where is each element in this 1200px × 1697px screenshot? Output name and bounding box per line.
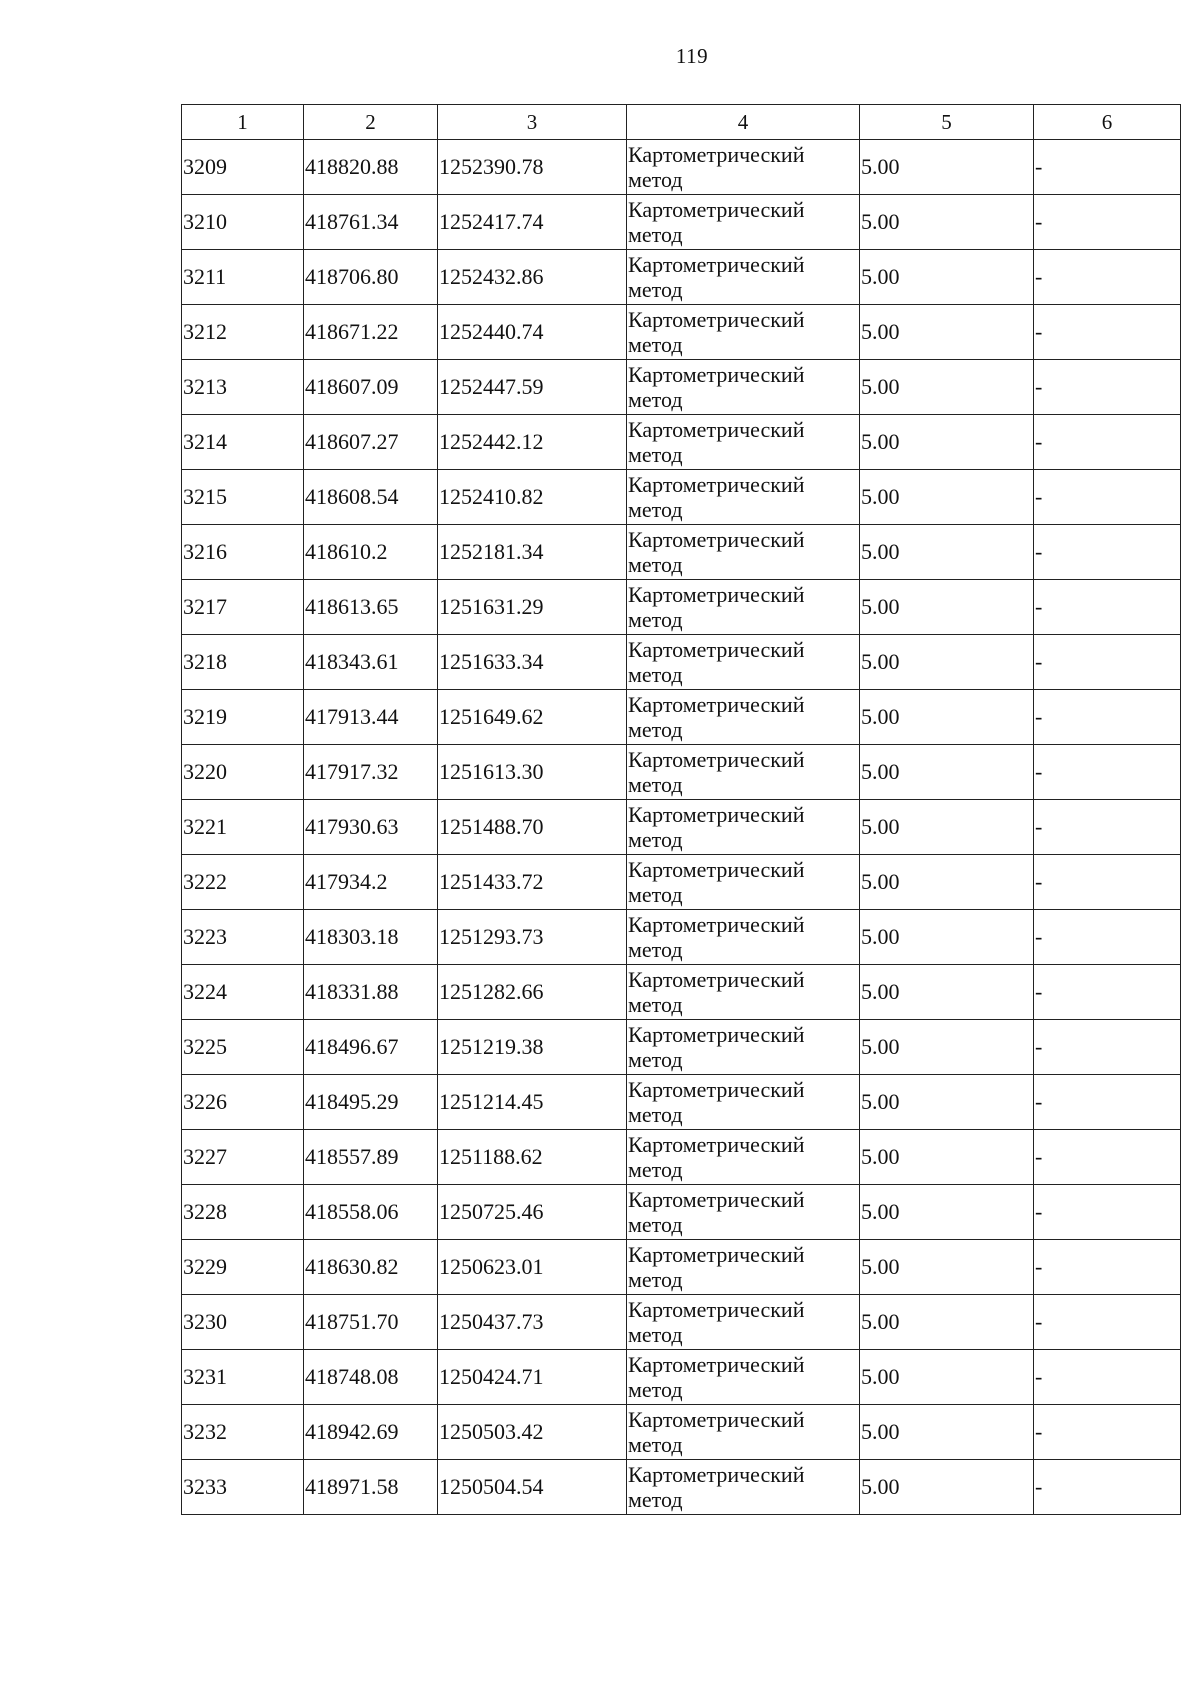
point-number-cell: 3232 [182,1405,304,1460]
method-line-2: метод [628,497,683,522]
point-number-cell: 3223 [182,910,304,965]
accuracy-cell: 5.00 [860,470,1034,525]
x-coordinate-cell: 418942.69 [304,1405,438,1460]
table-row [182,910,1181,965]
x-coordinate-cell: 418671.22 [304,305,438,360]
method-cell [627,635,860,690]
method-line-1: Картометрический [628,1297,805,1322]
x-coordinate-cell: 418751.70 [304,1295,438,1350]
table-row [182,140,1181,195]
coordinates-table [181,104,1181,1515]
method-line-2: метод [628,277,683,302]
point-number-cell: 3212 [182,305,304,360]
y-coordinate-cell: 1251282.66 [438,965,627,1020]
table-row [182,690,1181,745]
y-coordinate-cell: 1251214.45 [438,1075,627,1130]
x-coordinate-cell: 418630.82 [304,1240,438,1295]
accuracy-cell: 5.00 [860,250,1034,305]
method-cell [627,360,860,415]
note-cell: - [1034,360,1181,415]
note-cell: - [1034,745,1181,800]
point-number-cell: 3213 [182,360,304,415]
method-cell [627,580,860,635]
method-line-2: метод [628,882,683,907]
column-header-6: 6 [1034,105,1181,140]
table-row [182,1460,1181,1515]
y-coordinate-cell: 1251633.34 [438,635,627,690]
x-coordinate-cell: 418610.2 [304,525,438,580]
note-cell: - [1034,910,1181,965]
x-coordinate-cell: 418971.58 [304,1460,438,1515]
point-number-cell: 3229 [182,1240,304,1295]
method-cell [627,1460,860,1515]
point-number-cell: 3218 [182,635,304,690]
accuracy-cell: 5.00 [860,580,1034,635]
table-body [182,140,1181,1515]
method-line-2: метод [628,1102,683,1127]
method-line-2: метод [628,442,683,467]
y-coordinate-cell: 1251631.29 [438,580,627,635]
method-line-1: Картометрический [628,1352,805,1377]
column-header-5: 5 [860,105,1034,140]
column-header-3: 3 [438,105,627,140]
table-row [182,195,1181,250]
point-number-cell: 3211 [182,250,304,305]
accuracy-cell: 5.00 [860,1020,1034,1075]
accuracy-cell: 5.00 [860,1130,1034,1185]
note-cell: - [1034,305,1181,360]
method-cell [627,415,860,470]
accuracy-cell: 5.00 [860,965,1034,1020]
x-coordinate-cell: 418607.09 [304,360,438,415]
method-line-2: метод [628,992,683,1017]
column-header-2: 2 [304,105,438,140]
note-cell: - [1034,1240,1181,1295]
method-line-2: метод [628,1157,683,1182]
method-line-2: метод [628,332,683,357]
note-cell: - [1034,800,1181,855]
note-cell: - [1034,580,1181,635]
accuracy-cell: 5.00 [860,1185,1034,1240]
method-line-1: Картометрический [628,362,805,387]
note-cell: - [1034,965,1181,1020]
method-cell [627,1020,860,1075]
point-number-cell: 3233 [182,1460,304,1515]
point-number-cell: 3226 [182,1075,304,1130]
table-row [182,965,1181,1020]
method-line-2: метод [628,662,683,687]
accuracy-cell: 5.00 [860,1460,1034,1515]
method-cell [627,195,860,250]
point-number-cell: 3210 [182,195,304,250]
y-coordinate-cell: 1251219.38 [438,1020,627,1075]
y-coordinate-cell: 1252432.86 [438,250,627,305]
accuracy-cell: 5.00 [860,855,1034,910]
accuracy-cell: 5.00 [860,1350,1034,1405]
table-row [182,525,1181,580]
method-line-1: Картометрический [628,1187,805,1212]
x-coordinate-cell: 417934.2 [304,855,438,910]
accuracy-cell: 5.00 [860,195,1034,250]
point-number-cell: 3228 [182,1185,304,1240]
y-coordinate-cell: 1251433.72 [438,855,627,910]
y-coordinate-cell: 1250725.46 [438,1185,627,1240]
table-row [182,1295,1181,1350]
y-coordinate-cell: 1251188.62 [438,1130,627,1185]
x-coordinate-cell: 417913.44 [304,690,438,745]
table-row [182,800,1181,855]
method-line-1: Картометрический [628,527,805,552]
x-coordinate-cell: 418303.18 [304,910,438,965]
method-line-2: метод [628,1432,683,1457]
table-row [182,1130,1181,1185]
method-line-1: Картометрический [628,1022,805,1047]
table-row [182,745,1181,800]
method-cell [627,1405,860,1460]
method-line-1: Картометрический [628,637,805,662]
method-cell [627,965,860,1020]
point-number-cell: 3222 [182,855,304,910]
accuracy-cell: 5.00 [860,800,1034,855]
point-number-cell: 3230 [182,1295,304,1350]
method-cell [627,1350,860,1405]
x-coordinate-cell: 418496.67 [304,1020,438,1075]
table-row [182,360,1181,415]
accuracy-cell: 5.00 [860,910,1034,965]
method-line-2: метод [628,222,683,247]
y-coordinate-cell: 1250424.71 [438,1350,627,1405]
method-line-1: Картометрический [628,802,805,827]
table-row [182,1185,1181,1240]
method-line-1: Картометрический [628,912,805,937]
y-coordinate-cell: 1250503.42 [438,1405,627,1460]
point-number-cell: 3215 [182,470,304,525]
note-cell: - [1034,690,1181,745]
note-cell: - [1034,1460,1181,1515]
method-line-1: Картометрический [628,197,805,222]
method-line-1: Картометрический [628,1462,805,1487]
y-coordinate-cell: 1250623.01 [438,1240,627,1295]
method-line-2: метод [628,387,683,412]
method-cell [627,1295,860,1350]
method-line-1: Картометрический [628,472,805,497]
header-row [182,105,1181,140]
accuracy-cell: 5.00 [860,745,1034,800]
y-coordinate-cell: 1252442.12 [438,415,627,470]
method-line-2: метод [628,1487,683,1512]
table-row [182,250,1181,305]
point-number-cell: 3225 [182,1020,304,1075]
table-row [182,855,1181,910]
table-row [182,305,1181,360]
point-number-cell: 3227 [182,1130,304,1185]
method-cell [627,800,860,855]
table-row [182,470,1181,525]
table-row [182,1075,1181,1130]
method-line-1: Картометрический [628,747,805,772]
y-coordinate-cell: 1250437.73 [438,1295,627,1350]
method-cell [627,250,860,305]
accuracy-cell: 5.00 [860,415,1034,470]
method-cell [627,910,860,965]
method-line-2: метод [628,1212,683,1237]
column-header-1: 1 [182,105,304,140]
point-number-cell: 3214 [182,415,304,470]
point-number-cell: 3224 [182,965,304,1020]
note-cell: - [1034,1185,1181,1240]
point-number-cell: 3219 [182,690,304,745]
note-cell: - [1034,1020,1181,1075]
y-coordinate-cell: 1250504.54 [438,1460,627,1515]
method-line-1: Картометрический [628,1407,805,1432]
accuracy-cell: 5.00 [860,1295,1034,1350]
y-coordinate-cell: 1251488.70 [438,800,627,855]
table-row [182,580,1181,635]
method-line-1: Картометрический [628,1132,805,1157]
table-header [182,105,1181,140]
x-coordinate-cell: 417930.63 [304,800,438,855]
point-number-cell: 3231 [182,1350,304,1405]
method-cell [627,470,860,525]
method-line-2: метод [628,1267,683,1292]
method-cell [627,855,860,910]
y-coordinate-cell: 1252447.59 [438,360,627,415]
x-coordinate-cell: 418608.54 [304,470,438,525]
point-number-cell: 3221 [182,800,304,855]
method-line-1: Картометрический [628,142,805,167]
y-coordinate-cell: 1251613.30 [438,745,627,800]
x-coordinate-cell: 417917.32 [304,745,438,800]
x-coordinate-cell: 418557.89 [304,1130,438,1185]
note-cell: - [1034,525,1181,580]
method-line-2: метод [628,1377,683,1402]
method-cell [627,305,860,360]
x-coordinate-cell: 418748.08 [304,1350,438,1405]
x-coordinate-cell: 418607.27 [304,415,438,470]
x-coordinate-cell: 418761.34 [304,195,438,250]
point-number-cell: 3209 [182,140,304,195]
method-line-1: Картометрический [628,1242,805,1267]
y-coordinate-cell: 1252181.34 [438,525,627,580]
column-header-4: 4 [627,105,860,140]
x-coordinate-cell: 418343.61 [304,635,438,690]
method-line-2: метод [628,827,683,852]
accuracy-cell: 5.00 [860,1075,1034,1130]
x-coordinate-cell: 418331.88 [304,965,438,1020]
note-cell: - [1034,635,1181,690]
accuracy-cell: 5.00 [860,305,1034,360]
table-row [182,635,1181,690]
y-coordinate-cell: 1252390.78 [438,140,627,195]
table-row [182,1240,1181,1295]
x-coordinate-cell: 418613.65 [304,580,438,635]
note-cell: - [1034,1295,1181,1350]
y-coordinate-cell: 1251293.73 [438,910,627,965]
note-cell: - [1034,250,1181,305]
x-coordinate-cell: 418495.29 [304,1075,438,1130]
y-coordinate-cell: 1252417.74 [438,195,627,250]
method-cell [627,1240,860,1295]
page-number: 119 [675,44,709,68]
x-coordinate-cell: 418558.06 [304,1185,438,1240]
method-cell [627,1075,860,1130]
note-cell: - [1034,195,1181,250]
point-number-cell: 3220 [182,745,304,800]
method-cell [627,1130,860,1185]
point-number-cell: 3217 [182,580,304,635]
method-line-2: метод [628,1047,683,1072]
accuracy-cell: 5.00 [860,1240,1034,1295]
x-coordinate-cell: 418820.88 [304,140,438,195]
note-cell: - [1034,855,1181,910]
note-cell: - [1034,415,1181,470]
table-row [182,1020,1181,1075]
x-coordinate-cell: 418706.80 [304,250,438,305]
method-line-1: Картометрический [628,967,805,992]
method-line-1: Картометрический [628,1077,805,1102]
method-line-2: метод [628,937,683,962]
table-row [182,1350,1181,1405]
accuracy-cell: 5.00 [860,360,1034,415]
note-cell: - [1034,470,1181,525]
note-cell: - [1034,140,1181,195]
method-line-1: Картометрический [628,252,805,277]
accuracy-cell: 5.00 [860,525,1034,580]
table-row [182,415,1181,470]
method-line-1: Картометрический [628,582,805,607]
method-line-1: Картометрический [628,307,805,332]
method-line-2: метод [628,552,683,577]
method-cell [627,140,860,195]
method-cell [627,525,860,580]
accuracy-cell: 5.00 [860,690,1034,745]
note-cell: - [1034,1075,1181,1130]
method-cell [627,1185,860,1240]
method-line-2: метод [628,1322,683,1347]
method-line-2: метод [628,167,683,192]
method-line-1: Картометрический [628,692,805,717]
y-coordinate-cell: 1251649.62 [438,690,627,745]
note-cell: - [1034,1405,1181,1460]
method-line-2: метод [628,607,683,632]
y-coordinate-cell: 1252410.82 [438,470,627,525]
note-cell: - [1034,1130,1181,1185]
accuracy-cell: 5.00 [860,635,1034,690]
method-line-1: Картометрический [628,417,805,442]
y-coordinate-cell: 1252440.74 [438,305,627,360]
point-number-cell: 3216 [182,525,304,580]
method-line-2: метод [628,717,683,742]
method-line-1: Картометрический [628,857,805,882]
method-cell [627,745,860,800]
method-line-2: метод [628,772,683,797]
note-cell: - [1034,1350,1181,1405]
method-cell [627,690,860,745]
accuracy-cell: 5.00 [860,140,1034,195]
table-row [182,1405,1181,1460]
accuracy-cell: 5.00 [860,1405,1034,1460]
